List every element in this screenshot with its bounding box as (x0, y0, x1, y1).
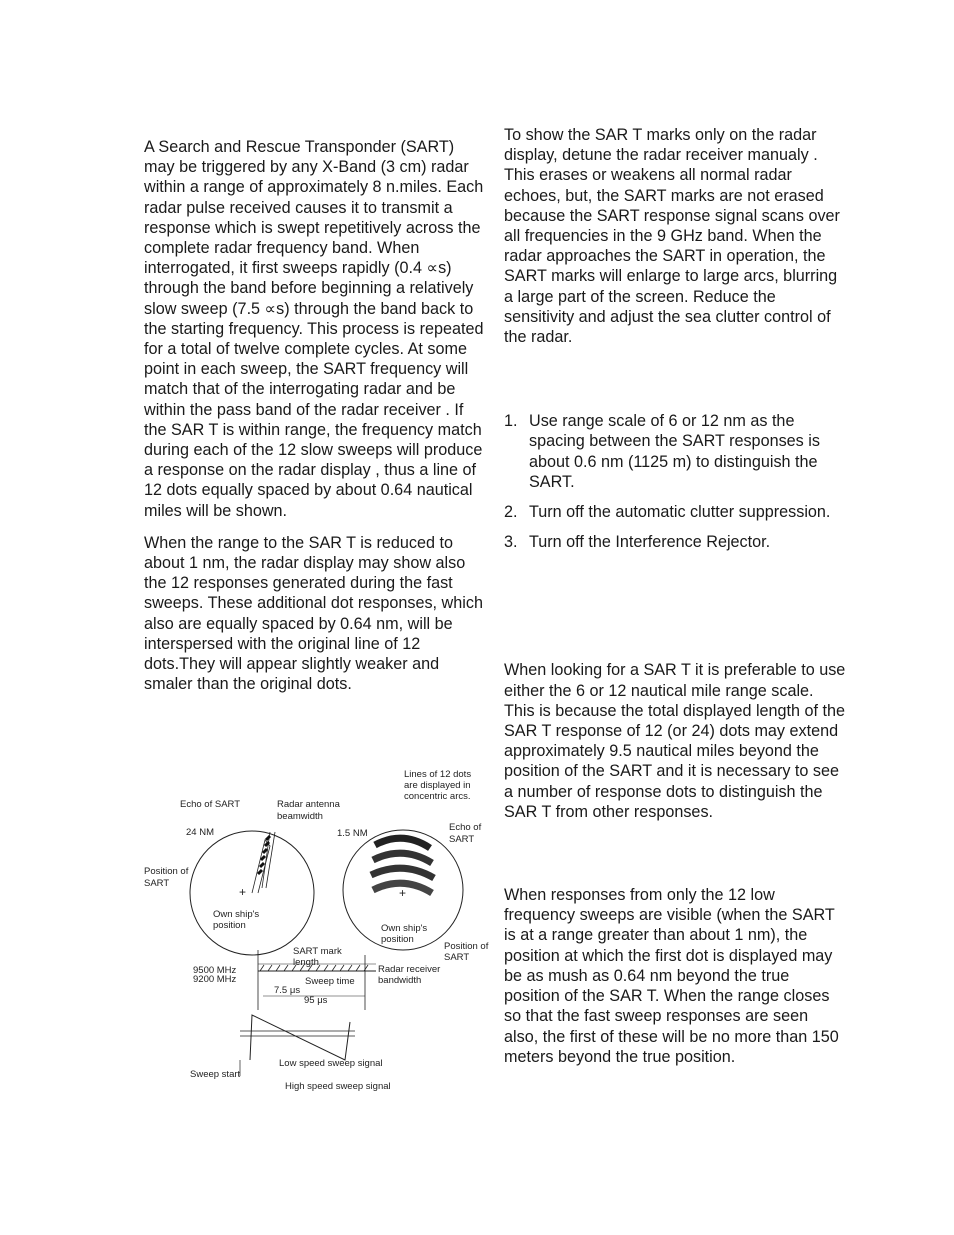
svg-text:+: + (239, 885, 247, 899)
step-item (504, 411, 846, 492)
sart-diagram (140, 760, 500, 1100)
label-beamwidth: beamwidth (277, 811, 323, 822)
step-text: Use range scale of 6 or 12 nm as the spacing between the SART responses is about 0.6 nm (1125 m) to distinguish the SART. (529, 412, 820, 491)
label-high-speed: High speed sweep signal (285, 1081, 391, 1092)
label-echo-sart: SART (449, 834, 475, 845)
left-column (144, 137, 484, 694)
label-lines-note-1: Lines of 12 dots (404, 769, 472, 780)
right-column (504, 125, 846, 1067)
step-item (504, 502, 846, 522)
step-item (504, 532, 846, 552)
label-own-ships-right: Own ship's (381, 923, 428, 934)
label-sart-mark: SART mark (293, 946, 342, 957)
label-position-right: position (381, 934, 414, 945)
step-number: 1. (504, 412, 518, 431)
left-paragraph-2: When the range to the SAR T is reduced to about 1 nm, the radar display may show also the 12 responses generated during the fast sweeps. These additional dot responses, which also are equally spaced by 0.64 nm, will be interspersed with the original line of 12 dots.They will appear slightly weaker and smaler than the original dots. (144, 533, 483, 694)
label-radar-receiver: Radar receiver (378, 964, 441, 975)
label-t-95: 95 μs (304, 995, 328, 1006)
svg-text:+: + (399, 886, 407, 900)
label-position-of-right: Position of (444, 941, 489, 952)
label-lines-note-2: are displayed in (404, 780, 471, 791)
concentric-arcs (371, 838, 434, 893)
label-length: length (293, 957, 319, 968)
right-paragraph-3: When responses from only the 12 low frequency sweeps are visible (when the SART is at a range greater than about 1 nm), the position at which the first dot is displayed may be as mush as 0.64 nm beyond the true position of the SAR T. When the range closes so that the fast sweep responses are seen also, the first of these will be no more than 150 meters beyond the true position. (504, 886, 839, 1066)
right-paragraph-1: To show the SAR T marks only on the radar display, detune the radar receiver manualy . This erases or weakens all normal radar echoes, but, the SART marks are not erased because the SART response signal scans over all frequencies in the 9 GHz band. When the radar approaches the SART in operation, the SART marks will enlarge to large arcs, blurring a large part of the screen. Reduce the sensitivity and adjust the sea clutter control of the radar. (504, 126, 840, 347)
label-lines-note-3: concentric arcs. (404, 791, 471, 802)
left-paragraph-1: A Search and Rescue Transponder (SART) may be triggered by any X-Band (3 cm) radar within a range of approximately 8 n.miles. Each radar pulse received causes it to transmit a response which is swept repetitively across the complete radar frequency band. When interrogated, it first sweeps rapidly (0.4 ∝s) through the band before beginning a relatively slow sweep (7.5 ∝s) through the band back to the starting frequency. This process is repeated for a total of twelve complete cycles. At some point in each sweep, the SART frequency will match that of the interrogating radar and be within the pass band of the radar receiver . If the SAR T is within range, the frequency match during each of the 12 slow sweeps will produce a response on the radar display , thus a line of 12 dots equally spaced by about 0.64 nautical miles will be shown. (144, 138, 484, 520)
step-number: 3. (504, 533, 518, 552)
step-text: Turn off the automatic clutter suppression. (529, 503, 831, 522)
label-freq-9200: 9200 MHz (193, 974, 237, 985)
label-sart-left: SART (144, 878, 170, 889)
step-number: 2. (504, 503, 518, 522)
label-echo-of: Echo of (449, 822, 482, 833)
label-freq-9500: 9500 MHz (193, 965, 237, 976)
label-range-24: 24 NM (186, 827, 214, 838)
sart-diagram-svg (140, 760, 500, 1100)
label-bandwidth: bandwidth (378, 975, 422, 986)
label-sweep-time: Sweep time (305, 976, 355, 987)
label-own-ships-left: Own ship's (213, 909, 260, 920)
sweep-signal-graph (250, 1015, 350, 1060)
label-position-of-left: Position of (144, 866, 189, 877)
label-low-speed: Low speed sweep signal (279, 1058, 383, 1069)
setup-steps (504, 411, 846, 552)
label-sweep-start: Sweep start (190, 1069, 241, 1080)
step-text: Turn off the Interference Rejector. (529, 533, 771, 552)
label-echo-of-sart: Echo of SART (180, 799, 241, 810)
label-position-left: position (213, 920, 246, 931)
right-paragraph-2: When looking for a SAR T it is preferable to use either the 6 or 12 nautical mile range scale. This is because the total displayed length of the SAR T response of 12 (or 24) dots may extend approximately 9.5 nautical miles beyond the position of the SART and it is necessary to see a number of response dots to distinguish the SAR T from other responses. (504, 661, 846, 821)
label-radar-antenna: Radar antenna (277, 799, 340, 810)
label-t-75: 7.5 μs (274, 985, 301, 996)
label-sart-right: SART (444, 952, 470, 963)
label-range-15: 1.5 NM (337, 828, 368, 839)
